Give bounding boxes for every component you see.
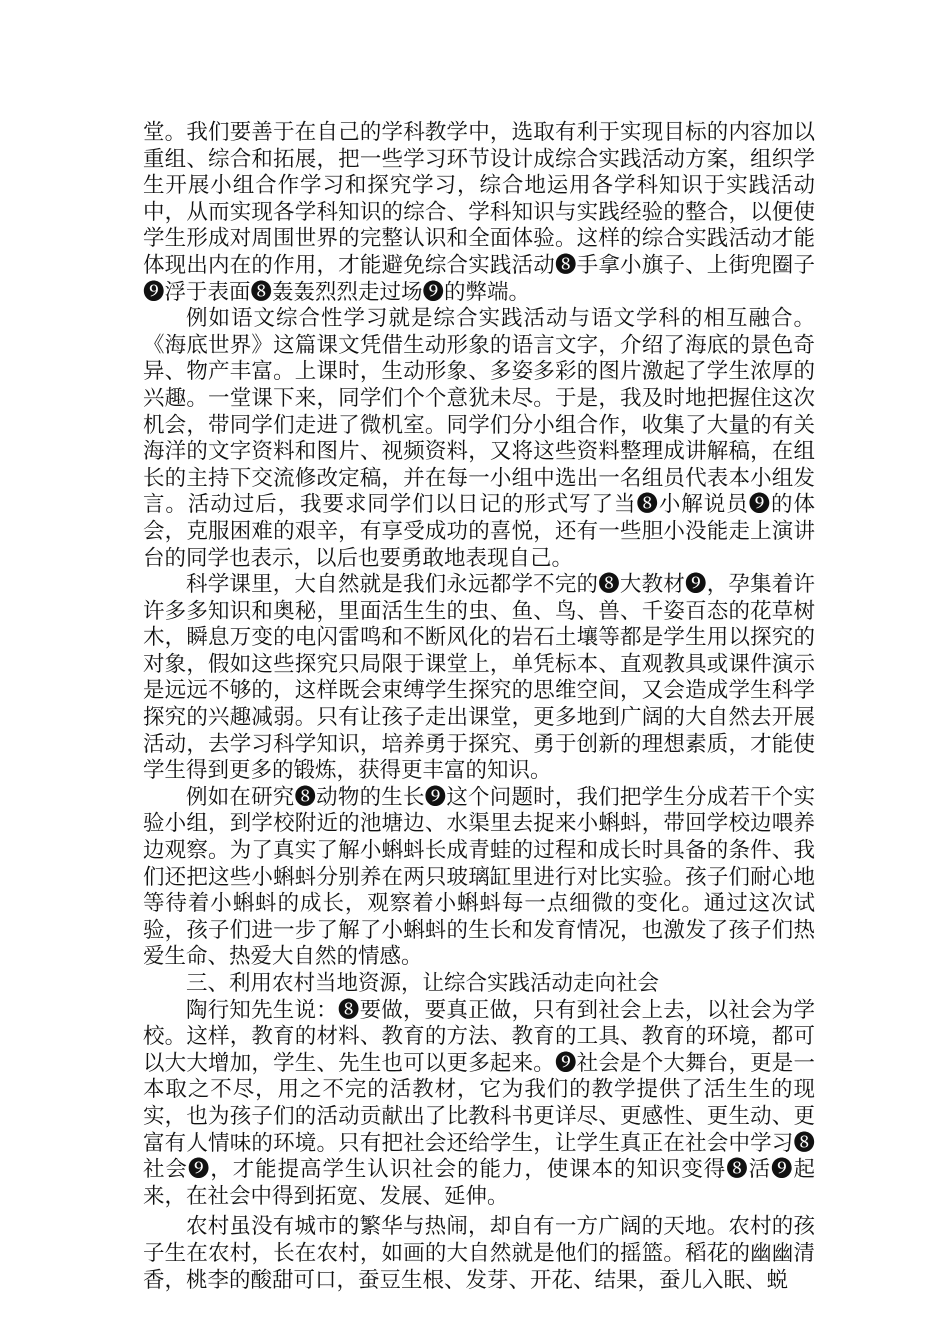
paragraph-science-class: 科学课里，大自然就是我们永远都学不完的❽大教材❾，孕集着许许多多知识和奥秘，里面活生生的虫、鱼、鸟、兽、千姿百态的花草树木，瞬息万变的电闪雷鸣和不断风化的岩石土壤等都是学生用以探究的对象，假如这些探究只局限于课堂上，单凭标本、直观教具或课件演示是远远不够的，这样既会束缚学生探究的思维空间，又会造成学生科学探究的兴趣减弱。只有让孩子走出课堂，更多地到广阔的大自然去开展活动，去学习科学知识，培养勇于探究、勇于创新的理想素质，才能使学生得到更多的锻炼，获得更丰富的知识。 xyxy=(143,572,815,784)
paragraph-rural-resources: 农村虽没有城市的繁华与热闹，却自有一方广阔的天地。农村的孩子生在农村，长在农村，如画的大自然就是他们的摇篮。稻花的幽幽清香，桃李的酸甜可口，蚕豆生根、发芽、开花、结果，蚕儿入眠、蜕 xyxy=(143,1214,815,1293)
paragraph-tadpole-example: 例如在研究❽动物的生长❾这个问题时，我们把学生分成若干个实验小组，到学校附近的池塘边、水渠里去捉来小蝌蚪，带回学校边喂养边观察。为了真实了解小蝌蚪长成青蛙的过程和成长时具备的条件、我们还把这些小蝌蚪分别养在两只玻璃缸里进行对比实验。孩子们耐心地等待着小蝌蚪的成长，观察着小蝌蚪每一点细微的变化。通过这次试验，孩子们进一步了解了小蝌蚪的生长和发育情况，也激发了孩子们热爱生命、热爱大自然的情感。 xyxy=(143,784,815,970)
paragraph-continuation: 堂。我们要善于在自己的学科教学中，选取有利于实现目标的内容加以重组、综合和拓展，把一些学习环节设计成综合实践活动方案，组织学生开展小组合作学习和探究学习，综合地运用各学科知识于实践活动中，从而实现各学科知识的综合、学科知识与实践经验的整合，以便使学生形成对周围世界的完整认识和全面体验。这样的综合实践活动才能体现出内在的作用，才能避免综合实践活动❽手拿小旗子、上街兜圈子❾浮于表面❽轰轰烈烈走过场❾的弊端。 xyxy=(143,120,815,305)
paragraph-tao-xingzhi-quote: 陶行知先生说：❽要做，要真正做，只有到社会上去，以社会为学校。这样，教育的材料、教育的方法、教育的工具、教育的环境，都可以大大增加，学生、先生也可以更多起来。❾社会是个大舞台，更是一本取之不尽，用之不完的活教材，它为我们的教学提供了活生生的现实，也为孩子们的活动贡献出了比教科书更详尽、更感性、更生动、更富有人情味的环境。只有把社会还给学生，让学生真正在社会中学习❽社会❾，才能提高学生认识社会的能力，使课本的知识变得❽活❾起来，在社会中得到拓宽、发展、延伸。 xyxy=(143,997,815,1209)
paragraph-chinese-example: 例如语文综合性学习就是综合实践活动与语文学科的相互融合。《海底世界》这篇课文凭借生动形象的语言文字，介绍了海底的景色奇异、物产丰富。上课时，生动形象、多姿多彩的图片激起了学生浓厚的兴趣。一堂课下来，同学们个个意犹未尽。于是，我及时地把握住这次机会，带同学们走进了微机室。同学们分小组合作，收集了大量的有关海洋的文字资料和图片、视频资料，又将这些资料整理成讲解稿，在组长的主持下交流修改定稿，并在每一小组中选出一名组员代表本小组发言。活动过后，我要求同学们以日记的形式写了当❽小解说员❾的体会，克服困难的艰辛，有享受成功的喜悦，还有一些胆小没能走上演讲台的同学也表示，以后也要勇敢地表现自己。 xyxy=(143,306,815,571)
section-heading: 三、利用农村当地资源，让综合实践活动走向社会 xyxy=(186,971,660,996)
document-page xyxy=(143,120,815,1294)
